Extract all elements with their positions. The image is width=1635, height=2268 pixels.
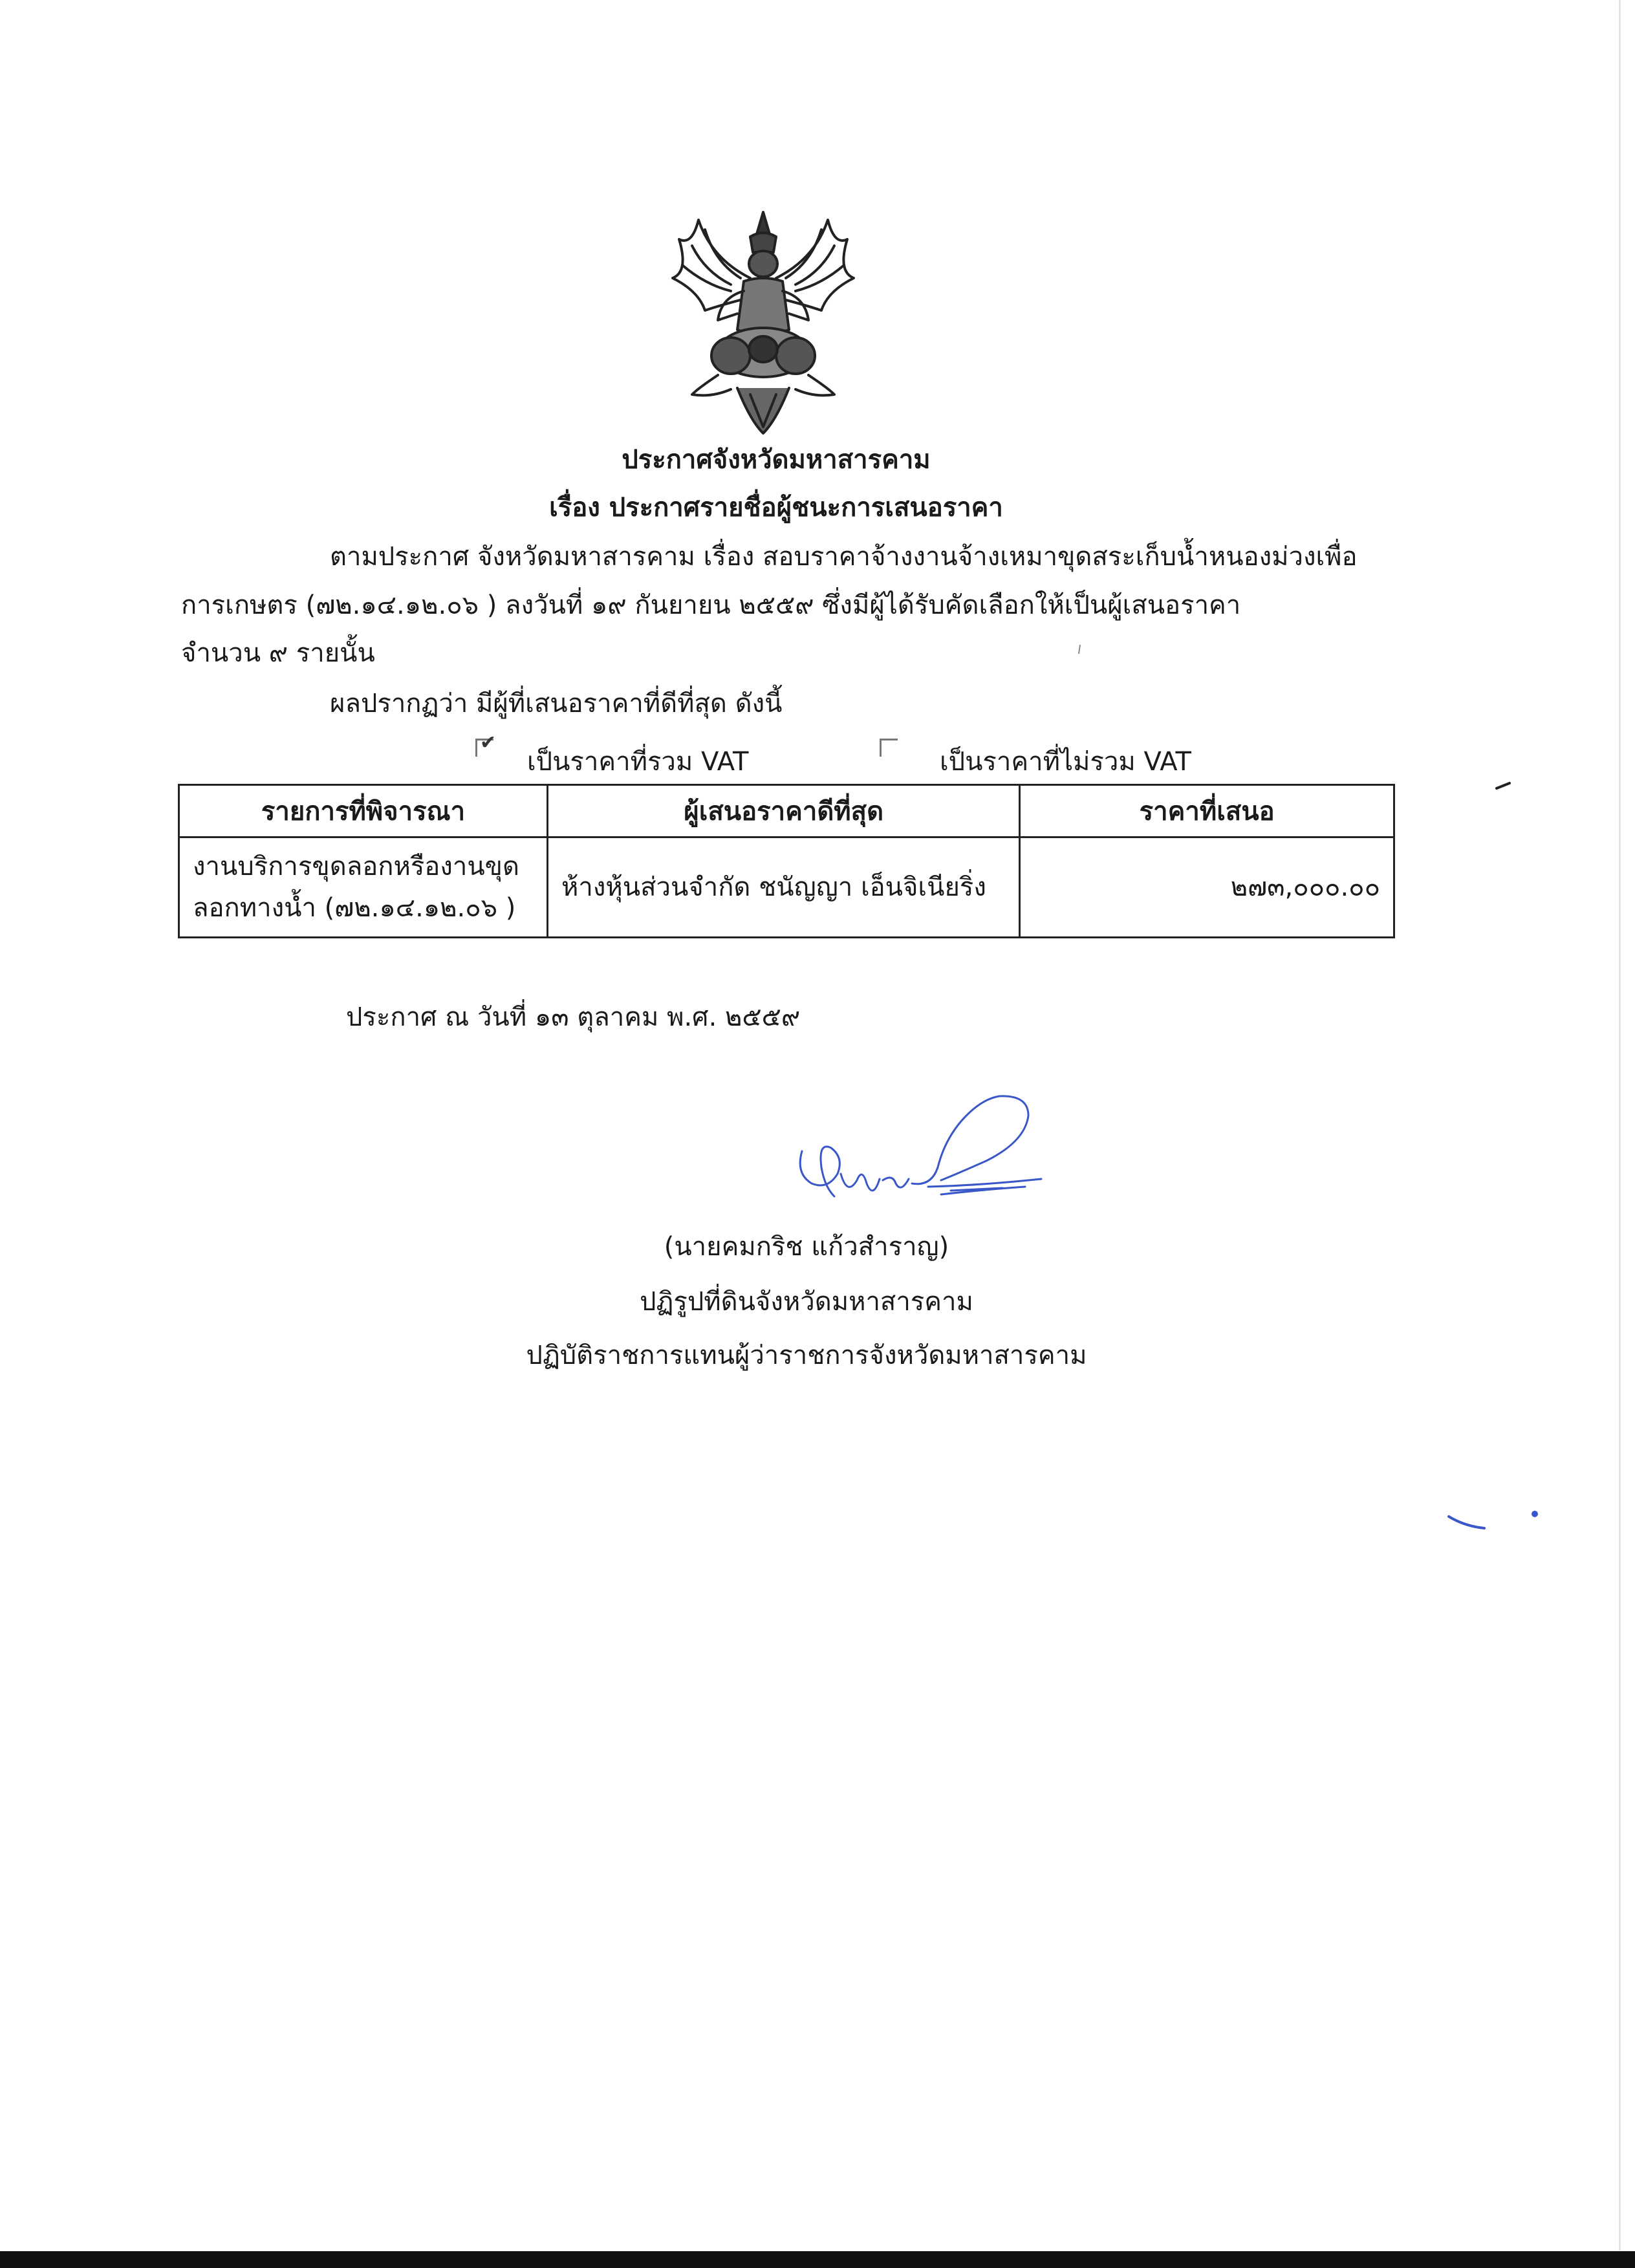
- price-cell: ๒๗๓,๐๐๐.๐๐: [1020, 837, 1394, 938]
- column-header-item: รายการที่พิจารณา: [179, 785, 548, 837]
- item-line: งานบริการขุดลอกหรืองานขุด: [193, 852, 519, 881]
- award-table: [178, 784, 1395, 938]
- checkbox-empty-icon[interactable]: [880, 739, 898, 757]
- signatory-name: (นายคมกริช แก้วสำราญ): [664, 1232, 949, 1262]
- vat-excluded-label: เป็นราคาที่ไม่รวม VAT: [940, 747, 1191, 777]
- body-paragraph-line: การเกษตร (๗๒.๑๔.๑๒.๐๖ ) ลงวันที่ ๑๙ กันยายน ๒๕๕๙ ซึ่งมีผู้ได้รับคัดเลือกให้เป็นผู้เสนอราคา: [181, 590, 1241, 620]
- signatory-position: ปฏิรูปที่ดินจังหวัดมหาสารคาม: [640, 1287, 973, 1317]
- column-header-price: ราคาที่เสนอ: [1020, 785, 1394, 837]
- body-paragraph-line: ตามประกาศ จังหวัดมหาสารคาม เรื่อง สอบราคาจ้างงานจ้างเหมาขุดสระเก็บน้ำหนองม่วงเพื่อ: [330, 542, 1358, 572]
- signatory-acting: ปฏิบัติราชการแทนผู้ว่าราชการจังหวัดมหาสารคาม: [526, 1341, 1087, 1370]
- vat-included-label: เป็นราคาที่รวม VAT: [527, 747, 749, 777]
- bidder-cell: ห้างหุ้นส่วนจำกัด ชนัญญา เอ็นจิเนียริ่ง: [548, 837, 1020, 938]
- scan-speck: [1494, 779, 1513, 792]
- signature: [786, 1077, 1064, 1226]
- garuda-emblem: [653, 200, 873, 440]
- body-paragraph-line: จำนวน ๙ รายนั้น: [181, 638, 375, 668]
- scan-speck: [1077, 643, 1083, 656]
- table-row: [179, 837, 1394, 938]
- column-header-bidder: ผู้เสนอราคาดีที่สุด: [548, 785, 1020, 837]
- page-title: ประกาศจังหวัดมหาสารคาม: [622, 445, 931, 475]
- item-cell: [179, 837, 548, 938]
- table-header-row: [179, 785, 1394, 837]
- subject-line: เรื่อง ประกาศรายชื่อผู้ชนะการเสนอราคา: [549, 493, 1003, 523]
- result-line: ผลปรากฏว่า มีผู้ที่เสนอราคาที่ดีที่สุด ดังนี้: [330, 689, 783, 718]
- announcement-date: ประกาศ ณ วันที่ ๑๓ ตุลาคม พ.ศ. ๒๕๕๙: [346, 1002, 801, 1032]
- scan-speck: [1446, 1504, 1549, 1536]
- check-mark-icon: ✔: [480, 731, 497, 754]
- item-line: ลอกทางน้ำ (๗๒.๑๔.๑๒.๐๖ ): [193, 893, 516, 923]
- scan-bottom-edge: [0, 2251, 1635, 2268]
